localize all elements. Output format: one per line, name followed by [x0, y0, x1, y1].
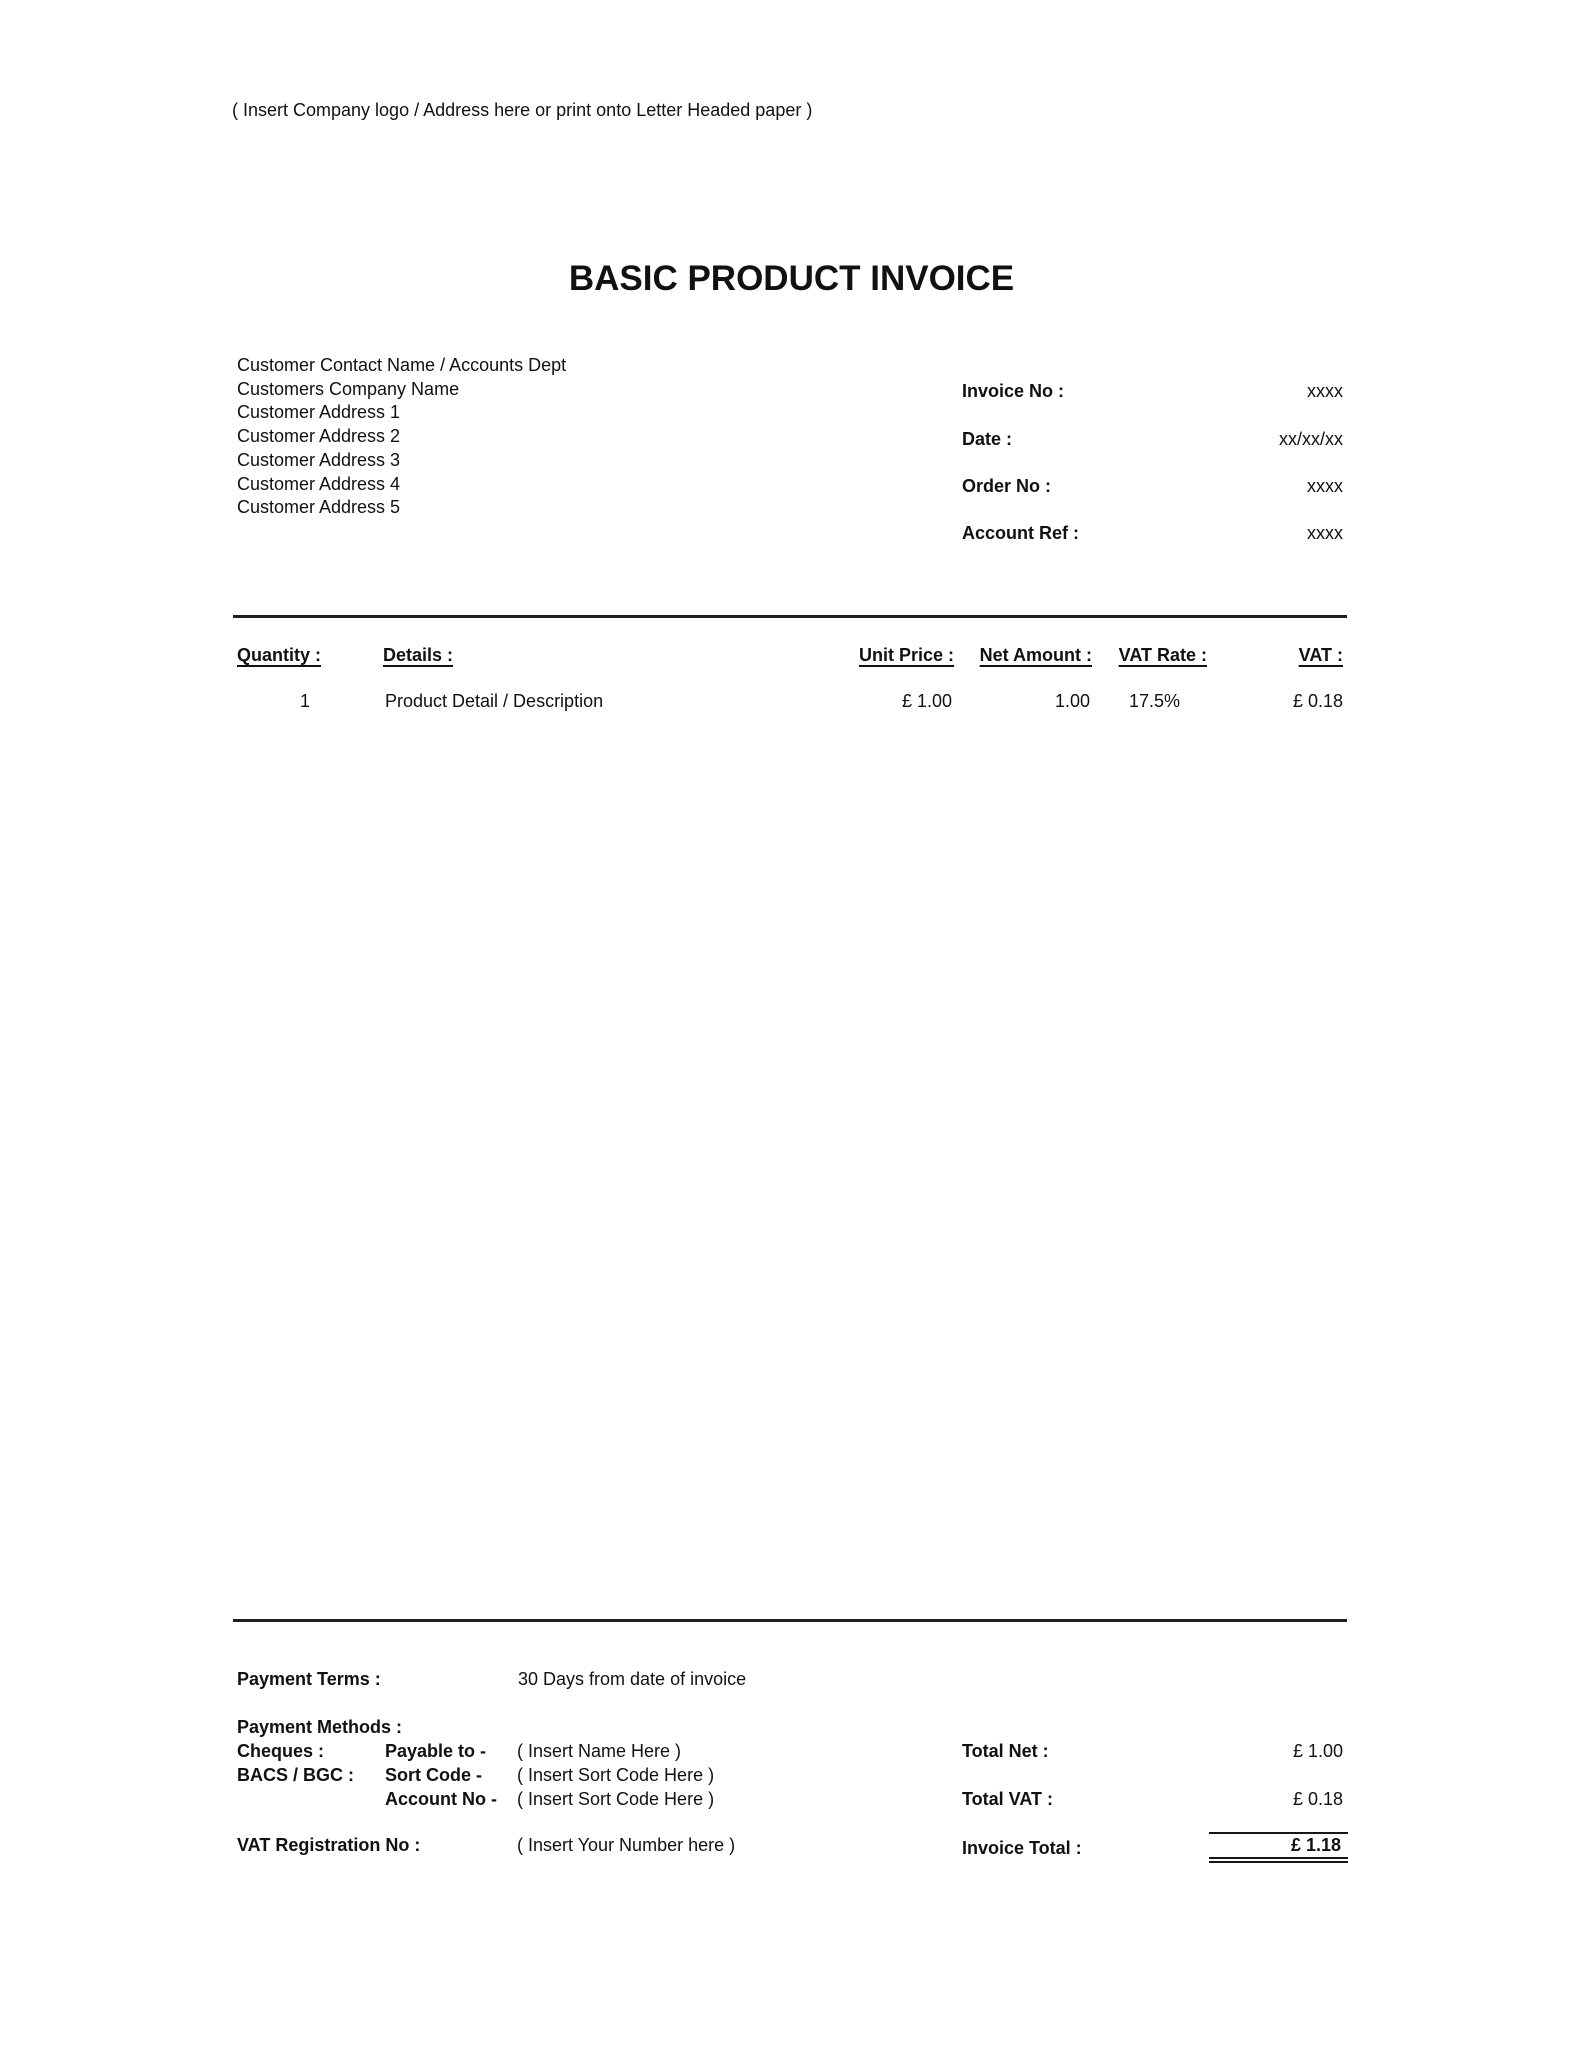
item-net-amount: 1.00	[1054, 691, 1090, 711]
items-header-quantity: Quantity :	[237, 645, 321, 665]
meta-row-date	[962, 428, 1343, 450]
customer-address-line: Customer Address 4	[237, 473, 401, 494]
total-vat-label: Total VAT :	[962, 1789, 1053, 1809]
order-no-value: xxxx	[1307, 476, 1343, 496]
items-header-details: Details :	[383, 645, 454, 665]
items-header-vat: VAT :	[1298, 645, 1343, 665]
customer-address-line: Customer Address 2	[237, 426, 401, 447]
customer-address-line: Customer Address 1	[237, 402, 401, 423]
footer-top-rule	[233, 1619, 1347, 1622]
payment-methods-label: Payment Methods :	[237, 1717, 403, 1737]
invoice-title: BASIC PRODUCT INVOICE	[568, 259, 1015, 298]
customer-address-line: Customer Address 3	[237, 449, 401, 470]
order-no-label: Order No :	[962, 476, 1052, 496]
account-no-label: Account No -	[385, 1789, 497, 1809]
date-value: xx/xx/xx	[1278, 429, 1343, 449]
item-vat-rate: 17.5%	[1128, 691, 1180, 711]
payment-terms-label: Payment Terms :	[237, 1669, 381, 1689]
customer-address-line: Customers Company Name	[237, 378, 460, 399]
vat-registration-value: ( Insert Your Number here )	[517, 1835, 736, 1855]
total-net-label: Total Net :	[962, 1741, 1049, 1761]
item-quantity: 1	[299, 691, 310, 711]
meta-row-order-no	[962, 475, 1343, 497]
total-net-value: £ 1.00	[1292, 1741, 1343, 1761]
total-vat-value: £ 0.18	[1292, 1789, 1343, 1809]
vat-registration-label: VAT Registration No :	[237, 1835, 421, 1855]
sort-code-value: ( Insert Sort Code Here )	[517, 1765, 715, 1785]
invoice-no-value: xxxx	[1307, 381, 1343, 401]
payable-to-value: ( Insert Name Here )	[517, 1741, 682, 1761]
customer-address-line: Customer Address 5	[237, 497, 401, 518]
invoice-no-label: Invoice No :	[962, 381, 1065, 401]
items-header-unit-price: Unit Price :	[858, 645, 954, 665]
customer-address-block	[237, 354, 566, 520]
account-no-value: ( Insert Sort Code Here )	[517, 1789, 715, 1809]
letterhead-note: ( Insert Company logo / Address here or print onto Letter Headed paper )	[232, 100, 813, 120]
item-vat: £ 0.18	[1292, 691, 1343, 711]
payable-to-label: Payable to -	[385, 1741, 487, 1761]
invoice-total-value: £ 1.18	[1209, 1832, 1348, 1863]
item-details: Product Detail / Description	[385, 691, 604, 711]
total-net-row	[962, 1740, 1343, 1762]
total-vat-row	[962, 1788, 1343, 1810]
account-ref-label: Account Ref :	[962, 523, 1079, 543]
payment-terms-value: 30 Days from date of invoice	[518, 1669, 747, 1689]
account-ref-value: xxxx	[1307, 523, 1343, 543]
bacs-label: BACS / BGC :	[237, 1765, 354, 1785]
items-header-vat-rate: VAT Rate :	[1118, 645, 1207, 665]
items-table-top-rule	[233, 615, 1347, 618]
meta-row-account-ref	[962, 522, 1343, 544]
sort-code-label: Sort Code -	[385, 1765, 482, 1785]
cheques-label: Cheques :	[237, 1741, 325, 1761]
customer-address-line: Customer Contact Name / Accounts Dept	[237, 355, 567, 375]
items-header-net-amount: Net Amount :	[979, 645, 1092, 665]
date-label: Date :	[962, 429, 1013, 449]
invoice-total-label: Invoice Total :	[962, 1838, 1082, 1858]
meta-row-invoice-no	[962, 380, 1343, 402]
item-unit-price: £ 1.00	[901, 691, 952, 711]
